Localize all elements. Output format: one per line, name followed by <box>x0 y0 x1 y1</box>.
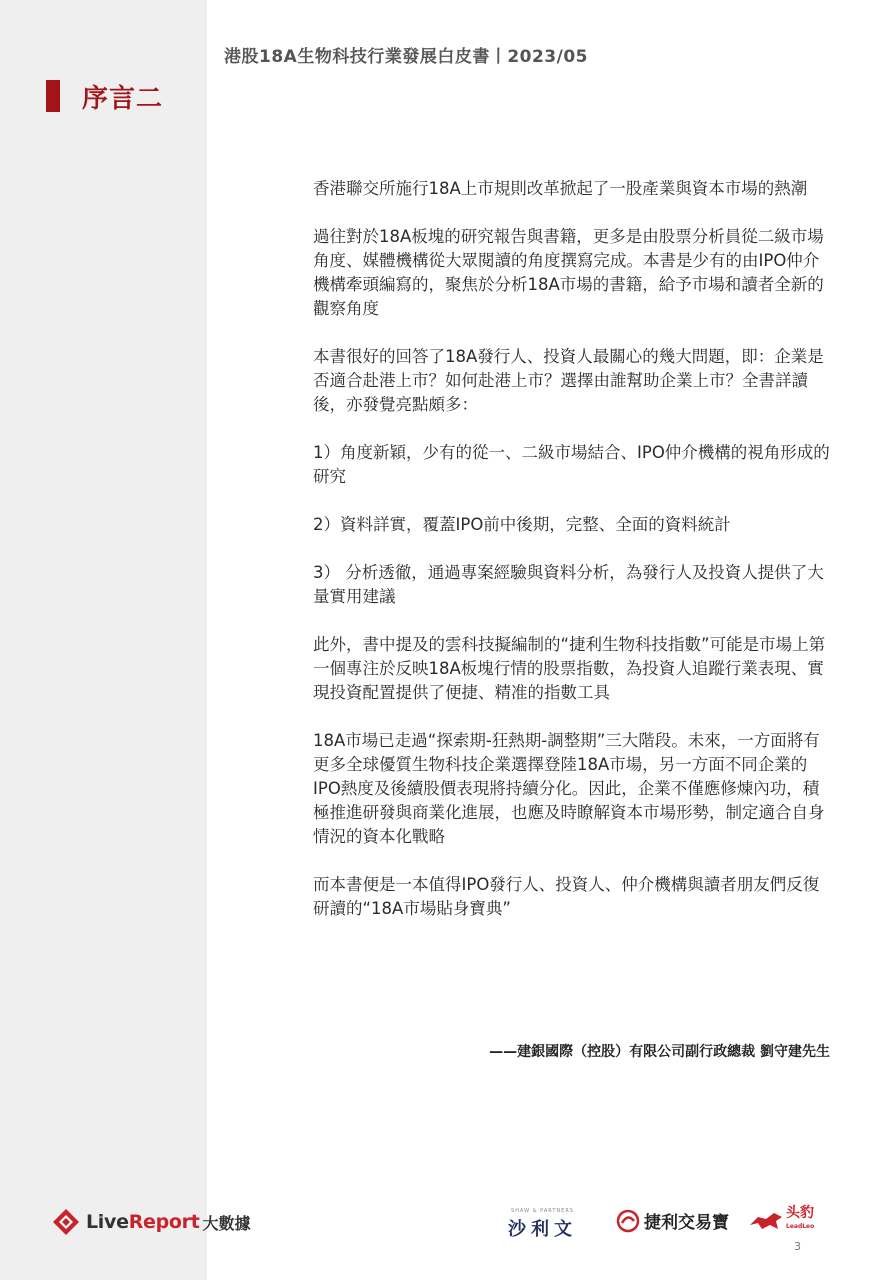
sponsor-frost-sullivan <box>508 1208 577 1241</box>
paragraph: 而本書便是一本值得IPO發行人、投資人、仲介機構與讀者朋友們反復研讀的“18A市場貼身寶典” <box>313 875 820 918</box>
section-title: 序言二 <box>82 83 164 114</box>
sponsor-leadleo <box>748 1206 814 1234</box>
liveReport-diamond-icon <box>52 1208 80 1236</box>
leopard-icon <box>748 1207 784 1233</box>
paragraph: 此外，書中提及的雲科技擬編制的“捷利生物科技指數”可能是市場上第一個專注於反映18A板塊行情的股票指數，為投資人追蹤行業表現、實現投資配置提供了便捷、精准的指數工具 <box>313 635 826 702</box>
jl-swirl-icon <box>616 1209 640 1233</box>
livereport-logo <box>52 1208 251 1236</box>
section-accent-bar <box>46 80 60 112</box>
paragraph: 過往對於18A板塊的研究報告與書籍，更多是由股票分析員從二級市場角度、媒體機構從大眾閱讀的角度撰寫完成。本書是少有的由IPO仲介機構牽頭編寫的，聚焦於分析18A市場的書籍，給予市場和讀者全新的觀察角度 <box>313 227 824 318</box>
sponsor-logos <box>508 1206 838 1240</box>
page-number: 3 <box>794 1240 801 1253</box>
document-header-title: 港股18A生物科技行業發展白皮書丨2023/05 <box>224 47 588 67</box>
side-panel <box>0 0 207 1280</box>
sponsor-jl <box>616 1208 729 1233</box>
paragraph: 香港聯交所施行18A上市規則改革掀起了一股產業與資本市場的熱潮 <box>313 179 808 198</box>
paragraph: 3） 分析透徹，通過專案經驗與資料分析，為發行人及投資人提供了大量實用建議 <box>313 563 824 606</box>
sponsor-b-name: 捷利交易寶 <box>644 1213 729 1233</box>
paragraph: 2）資料詳實，覆蓋IPO前中後期，完整、全面的資料統計 <box>313 515 731 534</box>
brand-live: Live <box>86 1211 129 1233</box>
signature: ——建銀國際（控股）有限公司副行政總裁 劉守建先生 <box>489 1044 830 1060</box>
paragraph: 1）角度新穎，少有的從一、二級市場結合、IPO仲介機構的視角形成的研究 <box>313 443 830 486</box>
brand-cn: 大數據 <box>202 1213 251 1233</box>
sponsor-c-name: 头豹 <box>786 1205 814 1221</box>
sponsor-c-sub: LeadLeo <box>786 1223 815 1230</box>
preface-body <box>313 177 835 945</box>
brand-report: Report <box>128 1211 200 1233</box>
paragraph: 本書很好的回答了18A發行人、投資人最關心的幾大問題，即：企業是否適合赴港上市？如何赴港上市？選擇由誰幫助企業上市？全書詳讀後，亦發覺亮點頗多： <box>313 347 824 414</box>
paragraph: 18A市場已走過“探索期-狂熱期-調整期”三大階段。未來，一方面將有更多全球優質生物科技企業選擇登陸18A市場，另一方面不同企業的IPO熱度及後續股價表現將持續分化。因此，企業不僅應修煉內功，積極推進研發與商業化進展，也應及時瞭解資本市場形勢，制定適合自身情況的資本化戰略 <box>313 731 825 846</box>
section-heading <box>46 80 163 112</box>
sponsor-a-small: SHAW & PARTNERS <box>511 1208 574 1214</box>
sponsor-a-name: 沙利文 <box>508 1219 577 1240</box>
